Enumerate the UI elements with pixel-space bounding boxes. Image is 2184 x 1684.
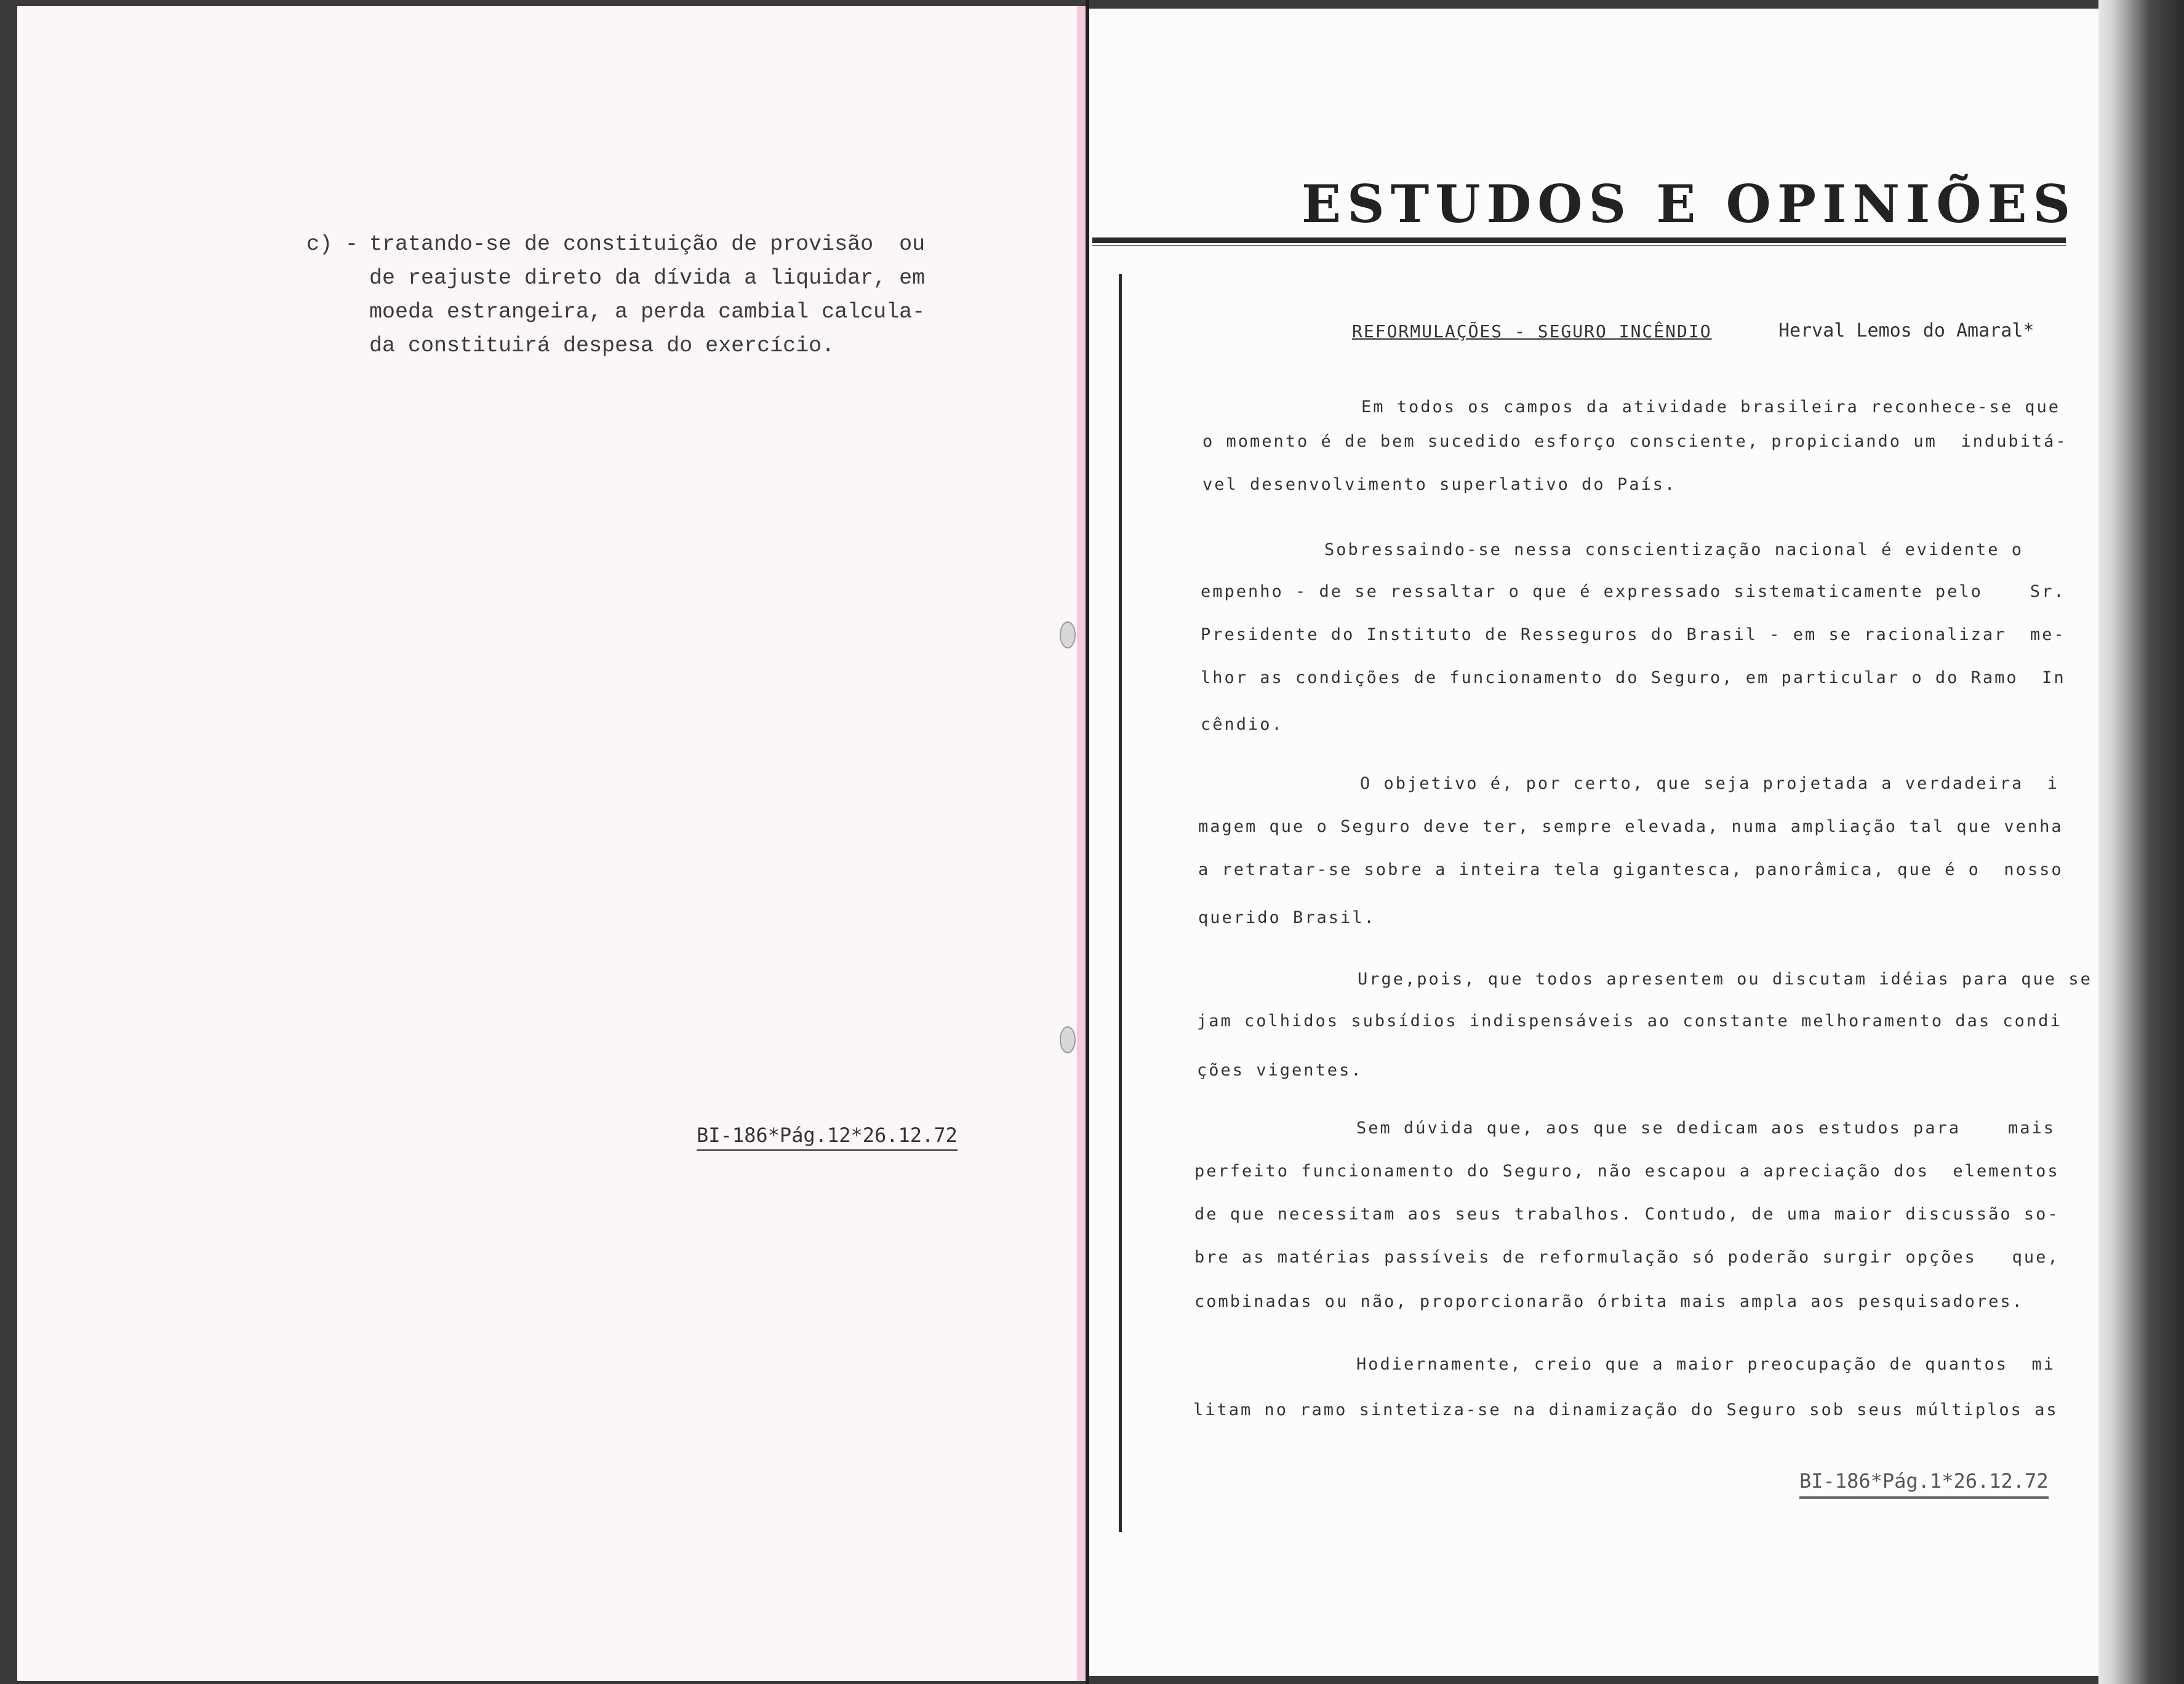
paragraph-line: ções vigentes. (1197, 1061, 1363, 1080)
paragraph-line: litam no ramo sintetiza-se na dinamização do Seguro sob seus múltiplos as (1193, 1400, 2058, 1419)
paragraph-line: Sobressaindo-se nessa conscientização nacional é evidente o (1324, 540, 2024, 559)
paragraph-line: O objetivo é, por certo, que seja projetada a verdadeira i (1360, 774, 2060, 793)
margin-rule (1119, 274, 1122, 1532)
section-heading: ESTUDOS E OPINIÕES (1302, 174, 2077, 234)
article-author: Herval Lemos do Amaral* (1778, 320, 2034, 341)
paragraph-line: Hodiernamente, creio que a maior preocupação de quantos mi (1356, 1355, 2056, 1374)
paragraph-line: Sem dúvida que, aos que se dedicam aos estudos para mais (1356, 1119, 2056, 1138)
paragraph-line: querido Brasil. (1198, 908, 1376, 927)
left-page (17, 6, 1086, 1681)
paragraph-line: perfeito funcionamento do Seguro, não escapou a apreciação dos elementos (1194, 1162, 2060, 1181)
binder-ring-icon (1060, 1026, 1076, 1053)
binder-ring-icon (1060, 621, 1076, 648)
paragraph-line: Em todos os campos da atividade brasileira reconhece-se que (1361, 397, 2061, 417)
paragraph-line: vel desenvolvimento superlativo do País. (1202, 475, 1677, 494)
left-text-line: da constituirá despesa do exercício. (369, 333, 835, 358)
page-stack-edge (2098, 0, 2184, 1684)
paragraph-line: lhor as condições de funcionamento do Seguro, em particular o do Ramo In (1201, 668, 2066, 687)
heading-rule (1092, 237, 2066, 243)
paragraph-line: jam colhidos subsídios indispensáveis ao constante melhoramento das condi (1197, 1012, 2062, 1031)
paragraph-line: empenho - de se ressaltar o que é expressado sistematicamente pelo Sr. (1201, 582, 2066, 601)
right-page (1089, 9, 2098, 1676)
article-title: REFORMULAÇÕES - SEGURO INCÊNDIO (1352, 321, 1712, 341)
paragraph-line: de que necessitam aos seus trabalhos. Contudo, de uma maior discussão so- (1194, 1205, 2060, 1224)
heading-rule (1092, 245, 2066, 246)
paragraph-line: magem que o Seguro deve ter, sempre elevada, numa ampliação tal que venha (1198, 817, 2063, 836)
right-page-footer: BI-186*Pág.1*26.12.72 (1799, 1469, 2049, 1499)
left-text-line: tratando-se de constituição de provisão ou (369, 232, 926, 257)
left-text-line: moeda estrangeira, a perda cambial calcula- (369, 300, 926, 324)
paragraph-line: Presidente do Instituto de Resseguros do Brasil - em se racionalizar me- (1201, 625, 2066, 644)
paragraph-line: a retratar-se sobre a inteira tela gigantesca, panorâmica, que é o nosso (1198, 860, 2063, 879)
item-marker: c) - (306, 232, 359, 257)
paragraph-line: Urge,pois, que todos apresentem ou discutam idéias para que se (1358, 970, 2092, 989)
paragraph-line: o momento é de bem sucedido esforço consciente, propiciando um indubitá- (1202, 432, 2068, 451)
paragraph-line: cêndio. (1201, 715, 1284, 734)
left-page-footer: BI-186*Pág.12*26.12.72 (697, 1123, 958, 1151)
left-text-line: de reajuste direto da dívida a liquidar, em (369, 266, 926, 290)
paragraph-line: bre as matérias passíveis de reformulação só poderão surgir opções que, (1194, 1248, 2060, 1267)
paragraph-line: combinadas ou não, proporcionarão órbita mais ampla aos pesquisadores. (1194, 1292, 2024, 1311)
